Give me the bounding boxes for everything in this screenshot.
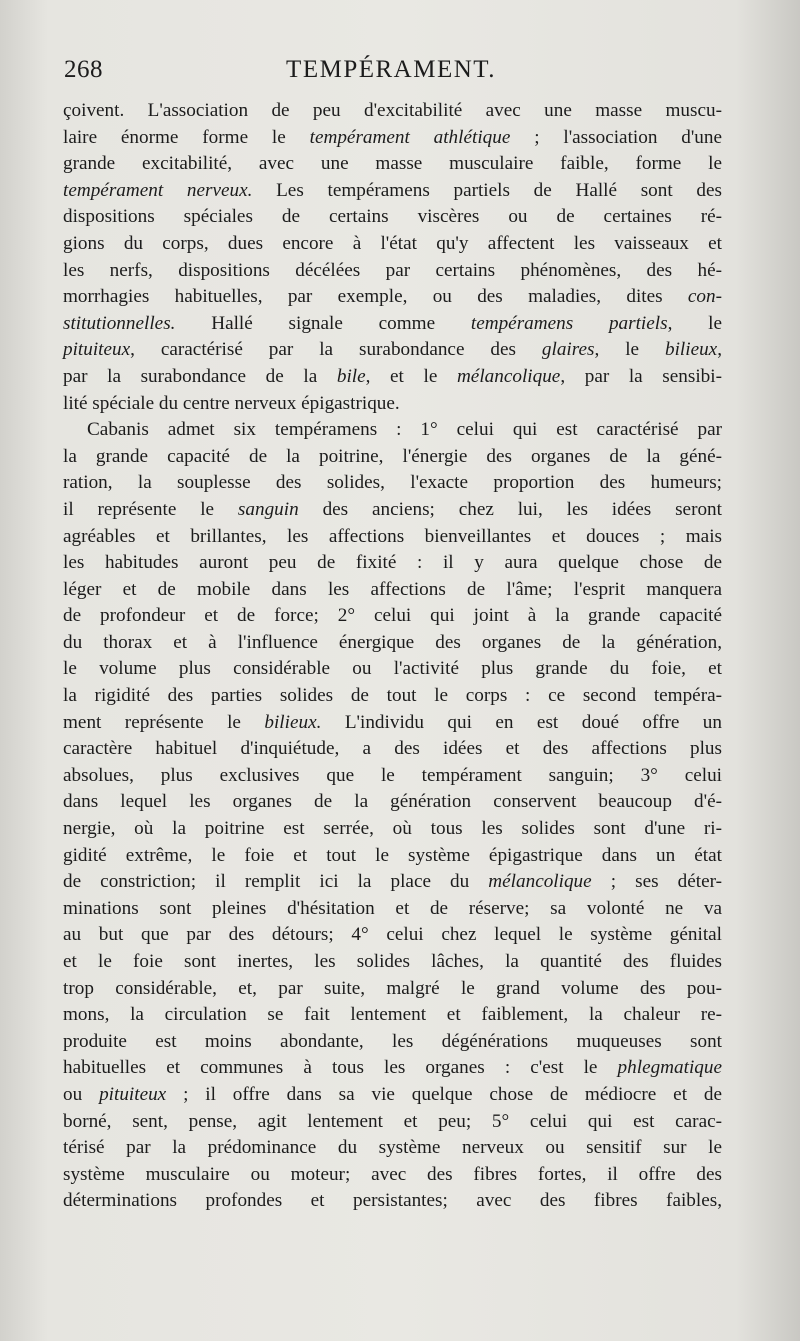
text-segment: , le xyxy=(667,312,722,334)
text-segment: , le xyxy=(594,339,665,361)
italic-term: bile xyxy=(336,365,366,387)
text-segment: les habitudes auront peu de fixité : il y aura quelque chose de xyxy=(63,552,722,574)
text-segment: , et le xyxy=(365,365,457,387)
text-line xyxy=(63,1135,722,1162)
text-segment: habituelles et communes à tous les organes : c'est le xyxy=(63,1057,618,1079)
text-line xyxy=(63,311,722,338)
text-segment: borné, sent, pense, agit lentement et peu; 5° celui qui est carac- xyxy=(63,1110,722,1132)
text-line xyxy=(63,444,722,471)
text-segment: il représente le xyxy=(63,498,238,520)
text-segment: mons, la circulation se fait lentement et faiblement, la chaleur re- xyxy=(63,1004,722,1026)
text-line xyxy=(63,550,722,577)
text-line xyxy=(63,1002,722,1029)
text-line xyxy=(63,470,722,497)
text-segment: grande excitabilité, avec une masse musculaire faible, forme le xyxy=(63,153,722,175)
text-segment: de profondeur et de force; 2° celui qui joint à la grande capacité xyxy=(63,605,722,627)
text-line xyxy=(63,843,722,870)
text-segment: morrhagies habituelles, par exemple, ou des maladies, dites xyxy=(63,286,688,308)
text-segment: nergie, où la poitrine est serrée, où tous les solides sont d'une ri- xyxy=(63,818,722,840)
text-line xyxy=(63,710,722,737)
text-line xyxy=(63,1162,722,1189)
italic-term: pituiteux xyxy=(63,339,131,361)
text-line xyxy=(63,816,722,843)
text-line xyxy=(63,1188,722,1215)
text-line xyxy=(63,603,722,630)
text-line xyxy=(63,417,722,444)
text-line xyxy=(63,656,722,683)
text-segment: gions du corps, dues encore à l'état qu'y affectent les vaisseaux et xyxy=(63,232,722,254)
text-line xyxy=(63,1029,722,1056)
italic-term: stitutionnelles. xyxy=(63,312,176,334)
text-segment: Cabanis admet six tempéramens : 1° celui qui est caractérisé par xyxy=(87,419,722,441)
text-line xyxy=(63,577,722,604)
italic-term: bilieux xyxy=(664,339,718,361)
text-line xyxy=(63,337,722,364)
text-segment: système musculaire ou moteur; avec des fibres fortes, il offre des xyxy=(63,1163,722,1185)
text-segment: produite est moins abondante, les dégénérations muqueuses sont xyxy=(63,1030,722,1052)
text-line xyxy=(63,497,722,524)
text-line xyxy=(63,630,722,657)
text-line xyxy=(63,1055,722,1082)
text-segment: dans lequel les organes de la génération conservent beaucoup d'é- xyxy=(63,791,722,813)
page-header xyxy=(58,50,724,94)
text-segment: par la surabondance de la xyxy=(63,365,337,387)
text-line xyxy=(63,763,722,790)
text-line xyxy=(63,524,722,551)
text-segment: ou xyxy=(63,1083,100,1105)
text-segment: du thorax et à l'influence énergique des organes de la génération, xyxy=(63,631,722,653)
text-line xyxy=(63,178,722,205)
italic-term: tempéramens partiels xyxy=(470,312,668,334)
text-line xyxy=(63,869,722,896)
text-segment: la grande capacité de la poitrine, l'énergie des organes de la géné- xyxy=(63,445,722,467)
body-text xyxy=(63,98,722,1215)
text-segment: gidité extrême, le foie et tout le système épigastrique dans un état xyxy=(63,844,722,866)
page-number: 268 xyxy=(64,56,103,83)
text-segment: la rigidité des parties solides de tout le corps : ce second tempéra- xyxy=(63,685,722,707)
text-line xyxy=(63,151,722,178)
italic-term: phlegmatique xyxy=(617,1057,722,1079)
text-line xyxy=(63,1082,722,1109)
text-line xyxy=(63,896,722,923)
text-segment: , caractérisé par la surabondance des xyxy=(130,339,542,361)
text-segment: ment représente le xyxy=(63,711,265,733)
text-line xyxy=(63,789,722,816)
text-segment: le volume plus considérable ou l'activité plus grande du foie, et xyxy=(63,658,722,680)
text-segment: absolues, plus exclusives que le tempérament sanguin; 3° celui xyxy=(63,764,722,786)
text-line xyxy=(63,949,722,976)
italic-term: pituiteux xyxy=(99,1083,167,1105)
text-segment: lité spéciale du centre nerveux épigastrique. xyxy=(63,392,400,414)
italic-term: mélancolique xyxy=(488,871,592,893)
text-line xyxy=(63,284,722,311)
text-segment: déterminations profondes et persistantes; avec des fibres faibles, xyxy=(63,1190,722,1212)
text-segment: les nerfs, dispositions décélées par certains phénomènes, des hé- xyxy=(63,259,722,281)
text-segment: dispositions spéciales de certains viscères ou de certaines ré- xyxy=(63,206,722,228)
text-line xyxy=(63,391,722,418)
text-line xyxy=(63,976,722,1003)
text-line xyxy=(63,683,722,710)
text-segment: ; il offre dans sa vie quelque chose de médiocre et de xyxy=(166,1083,722,1105)
italic-term: tempérament nerveux. xyxy=(63,179,253,201)
text-segment: minations sont pleines d'hésitation et de réserve; sa volonté ne va xyxy=(63,897,722,919)
text-segment: léger et de mobile dans les affections de l'âme; l'esprit manquera xyxy=(63,578,722,600)
text-segment: ; l'association d'une xyxy=(510,126,723,148)
text-segment: des anciens; chez lui, les idées seront xyxy=(298,498,722,520)
text-segment: agréables et brillantes, les affections bienveillantes et douces ; mais xyxy=(63,525,722,547)
text-segment: de constriction; il remplit ici la place du xyxy=(63,871,489,893)
text-segment: et le foie sont inertes, les solides lâches, la quantité des fluides xyxy=(63,951,722,972)
text-line xyxy=(63,736,722,763)
text-line xyxy=(63,258,722,285)
text-segment: ; ses déter- xyxy=(591,871,722,893)
italic-term: bilieux. xyxy=(264,711,322,733)
text-segment: L'individu qui en est doué offre un xyxy=(321,711,722,733)
text-segment: au but que par des détours; 4° celui chez lequel le système génital xyxy=(63,924,722,946)
text-segment: , par la sensibi- xyxy=(560,365,722,387)
italic-term: sanguin xyxy=(237,498,299,520)
running-title: TEMPÉRAMENT. xyxy=(286,56,496,83)
italic-term: mélancolique xyxy=(456,365,561,387)
text-segment: çoivent. L'association de peu d'excitabilité avec une masse muscu- xyxy=(63,100,722,121)
text-line xyxy=(63,231,722,258)
text-segment: Les tempéramens partiels de Hallé sont des xyxy=(252,179,722,201)
italic-term: con- xyxy=(687,286,722,308)
text-line xyxy=(63,922,722,949)
text-segment: laire énorme forme le xyxy=(63,126,310,148)
text-segment: , xyxy=(717,339,722,361)
text-line xyxy=(63,204,722,231)
italic-term: glaires xyxy=(541,339,595,361)
text-line xyxy=(63,364,722,391)
text-line xyxy=(63,125,722,152)
text-segment: Hallé signale comme xyxy=(175,312,471,334)
text-segment: caractère habituel d'inquiétude, a des idées et des affections plus xyxy=(63,738,722,760)
text-segment: trop considérable, et, par suite, malgré le grand volume des pou- xyxy=(63,977,722,999)
text-segment: ration, la souplesse des solides, l'exacte proportion des humeurs; xyxy=(63,472,722,494)
text-line xyxy=(63,1109,722,1136)
text-segment: térisé par la prédominance du système nerveux ou sensitif sur le xyxy=(63,1137,722,1159)
italic-term: tempérament athlétique xyxy=(309,126,511,148)
text-line xyxy=(63,98,722,125)
